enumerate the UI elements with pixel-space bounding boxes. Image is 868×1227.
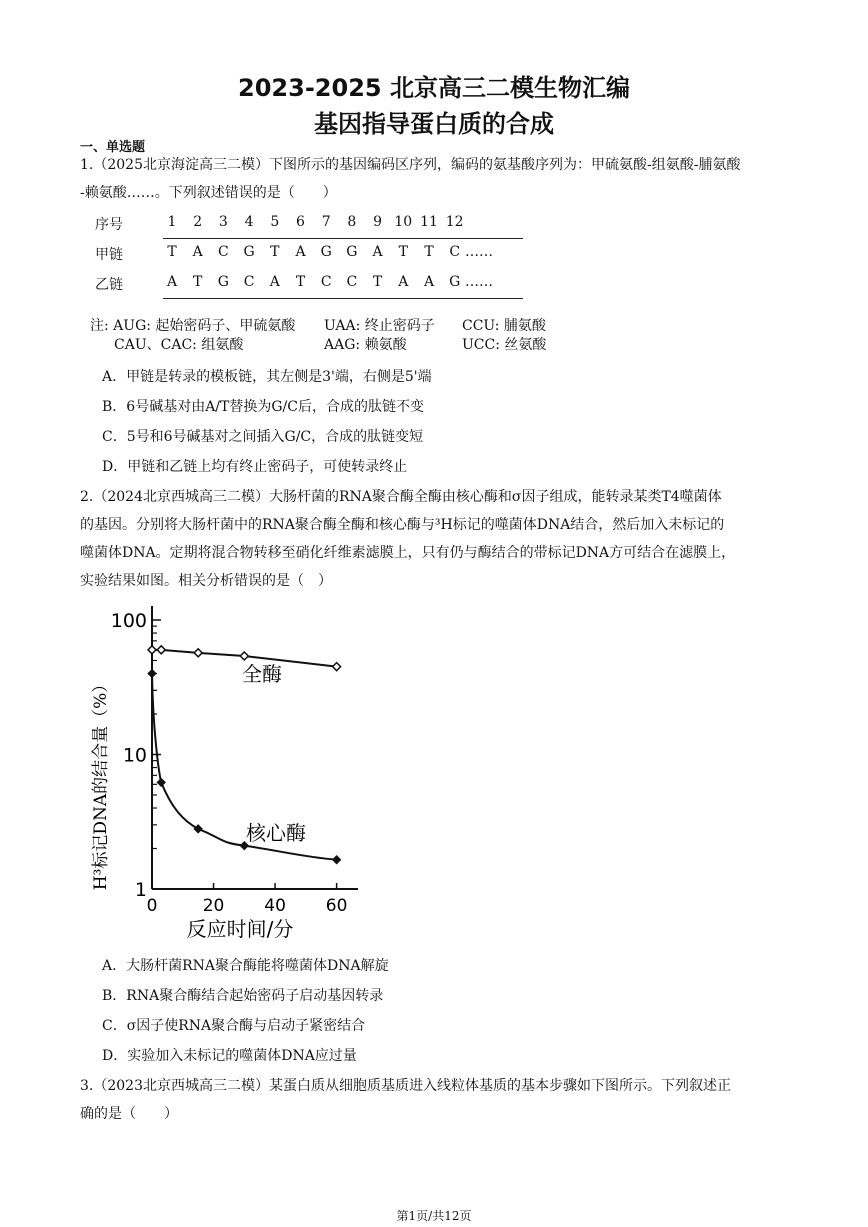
q2-stem-line3: 噬菌体DNA。定期将混合物转移至硝化纤维素滤膜上，只有仍与酶结合的带标记DNA方可结合在滤膜上， bbox=[80, 545, 736, 561]
q1-option-a: A．甲链是转录的模板链，其左侧是3'端，右侧是5'端 bbox=[102, 369, 432, 385]
full-enzyme-point bbox=[148, 646, 156, 654]
index-cell-3: 3 bbox=[218, 214, 228, 230]
doc-title-line1: 2023-2025 北京高三二模生物汇编 bbox=[238, 74, 630, 102]
q1-option-d: D．甲链和乙链上均有终止密码子，可使转录终止 bbox=[102, 459, 408, 475]
q2-option-a: A．大肠杆菌RNA聚合酶能将噬菌体DNA解旋 bbox=[102, 958, 389, 974]
note-1: 注: AUG: 起始密码子、甲硫氨酸 bbox=[90, 318, 296, 334]
note-3: CCU: 脯氨酸 bbox=[462, 318, 546, 334]
y-tick-label: 100 bbox=[110, 610, 147, 632]
q1-option-b: B．6号碱基对由A/T替换为G/C后，合成的肽链不变 bbox=[102, 399, 424, 415]
index-cell-12: 12 bbox=[445, 214, 464, 230]
index-cell-2: 2 bbox=[193, 214, 203, 230]
x-axis-label: 反应时间/分 bbox=[186, 917, 294, 941]
full-enzyme-point bbox=[333, 663, 341, 671]
index-cell-5: 5 bbox=[270, 214, 280, 230]
note-6: UCC: 丝氨酸 bbox=[462, 337, 547, 353]
q1-stem-line2: -赖氨酸……。下列叙述错误的是（ ） bbox=[80, 185, 337, 201]
note-2: UAA: 终止密码子 bbox=[324, 318, 435, 334]
chain-a-base-4: G bbox=[243, 244, 255, 260]
index-cell-9: 9 bbox=[373, 214, 383, 230]
index-cell-1: 1 bbox=[167, 214, 177, 230]
x-tick-label: 60 bbox=[325, 896, 348, 916]
chain-b-base-11: A bbox=[423, 274, 435, 290]
chain-b-base-10: A bbox=[398, 274, 409, 290]
row-label-chain-a: 甲链 bbox=[95, 247, 123, 263]
chain-b-base-7: C bbox=[320, 274, 332, 290]
index-cell-7: 7 bbox=[321, 214, 331, 230]
page-footer: 第1页/共12页 bbox=[396, 1209, 472, 1223]
q1-option-c: C．5号和6号碱基对之间插入G/C，合成的肽链变短 bbox=[102, 429, 424, 445]
x-tick-label: 20 bbox=[202, 896, 225, 916]
chain-b-base-6: T bbox=[295, 274, 306, 290]
chain-b-base-2: T bbox=[193, 274, 203, 290]
chain-b-base-1: A bbox=[166, 274, 178, 290]
q2-option-d: D．实验加入未标记的噬菌体DNA应过量 bbox=[102, 1048, 357, 1064]
table-rule-top bbox=[163, 238, 523, 239]
row-label-chain-b: 乙链 bbox=[95, 277, 123, 293]
q2-option-b: B．RNA聚合酶结合起始密码子启动基因转录 bbox=[102, 988, 384, 1004]
chain-b-ellipsis: …… bbox=[465, 274, 493, 290]
series-label-full-enzyme: 全酶 bbox=[242, 662, 282, 686]
chain-a-base-10: T bbox=[398, 244, 408, 260]
core-enzyme-point bbox=[194, 825, 202, 833]
chain-a-base-7: G bbox=[320, 244, 332, 260]
chain-b-base-8: C bbox=[346, 274, 358, 290]
note-4: CAU、CAC: 组氨酸 bbox=[114, 337, 244, 353]
y-axis-label: H³标记DNA的结合量（%） bbox=[91, 675, 111, 891]
chain-a-base-6: A bbox=[295, 244, 306, 260]
doc-title-line2: 基因指导蛋白质的合成 bbox=[314, 110, 554, 138]
series-core-enzyme-curve bbox=[152, 674, 337, 860]
chain-a-base-3: C bbox=[218, 244, 229, 260]
chain-b-base-4: C bbox=[243, 274, 255, 290]
full-enzyme-point bbox=[194, 649, 202, 657]
note-5: AAG: 赖氨酸 bbox=[324, 337, 407, 353]
chain-b-base-5: A bbox=[269, 274, 280, 290]
chain-a-base-8: G bbox=[346, 244, 358, 260]
y-tick-label: 1 bbox=[134, 879, 147, 901]
q2-stem-line2: 的基因。分别将大肠杆菌中的RNA聚合酶全酶和核心酶与³H标记的噬菌体DNA结合，然后加入未标记的 bbox=[80, 517, 725, 533]
index-cell-6: 6 bbox=[296, 214, 305, 230]
index-cell-4: 4 bbox=[244, 214, 254, 230]
table-rule-bottom bbox=[163, 298, 523, 299]
chain-a-base-11: T bbox=[424, 244, 434, 260]
q2-stem-line4: 实验结果如图。相关分析错误的是（ ） bbox=[80, 573, 332, 589]
chain-a-base-12: C bbox=[449, 244, 461, 260]
core-enzyme-point bbox=[148, 670, 156, 678]
chain-b-base-12: G bbox=[449, 274, 461, 290]
index-row bbox=[159, 214, 519, 234]
x-tick-label: 0 bbox=[146, 896, 158, 916]
chain-b-base-3: G bbox=[217, 274, 229, 290]
chain-b-base-9: T bbox=[372, 274, 383, 290]
chain-a-ellipsis: …… bbox=[465, 244, 493, 260]
row-label-index: 序号 bbox=[95, 217, 123, 233]
series-label-core-enzyme: 核心酶 bbox=[246, 821, 306, 845]
x-tick-label: 40 bbox=[264, 896, 286, 916]
q1-stem-line1: 1.（2025北京海淀高三二模）下图所示的基因编码区序列，编码的氨基酸序列为：甲硫氨酸-组氨酸-脯氨酸 bbox=[80, 157, 741, 173]
index-cell-8: 8 bbox=[347, 214, 357, 230]
index-cell-11: 11 bbox=[420, 214, 438, 230]
full-enzyme-point bbox=[157, 646, 165, 654]
chain-a-base-5: T bbox=[270, 244, 280, 260]
chain-a-base-2: A bbox=[192, 244, 203, 260]
chain-a-base-1: T bbox=[167, 244, 177, 260]
index-cell-10: 10 bbox=[394, 214, 413, 230]
q3-stem-line2: 确的是（ ） bbox=[80, 1106, 178, 1122]
q3-stem-line1: 3.（2023北京西城高三二模）某蛋白质从细胞质基质进入线粒体基质的基本步骤如下图所示。下列叙述正 bbox=[80, 1078, 731, 1094]
q2-stem-line1: 2.（2024北京西城高三二模）大肠杆菌的RNA聚合酶全酶由核心酶和σ因子组成，能转录某类T4噬菌体 bbox=[80, 489, 722, 505]
chain-a-base-9: A bbox=[372, 244, 383, 260]
binding-chart bbox=[80, 598, 380, 943]
section-heading: 一、单选题 bbox=[80, 140, 146, 155]
sequence-table bbox=[95, 214, 535, 306]
full-enzyme-point bbox=[240, 652, 248, 660]
q2-option-c: C．σ因子使RNA聚合酶与启动子紧密结合 bbox=[102, 1018, 366, 1034]
y-tick-label: 10 bbox=[122, 744, 147, 767]
core-enzyme-point bbox=[333, 856, 341, 864]
core-enzyme-point bbox=[157, 778, 165, 786]
